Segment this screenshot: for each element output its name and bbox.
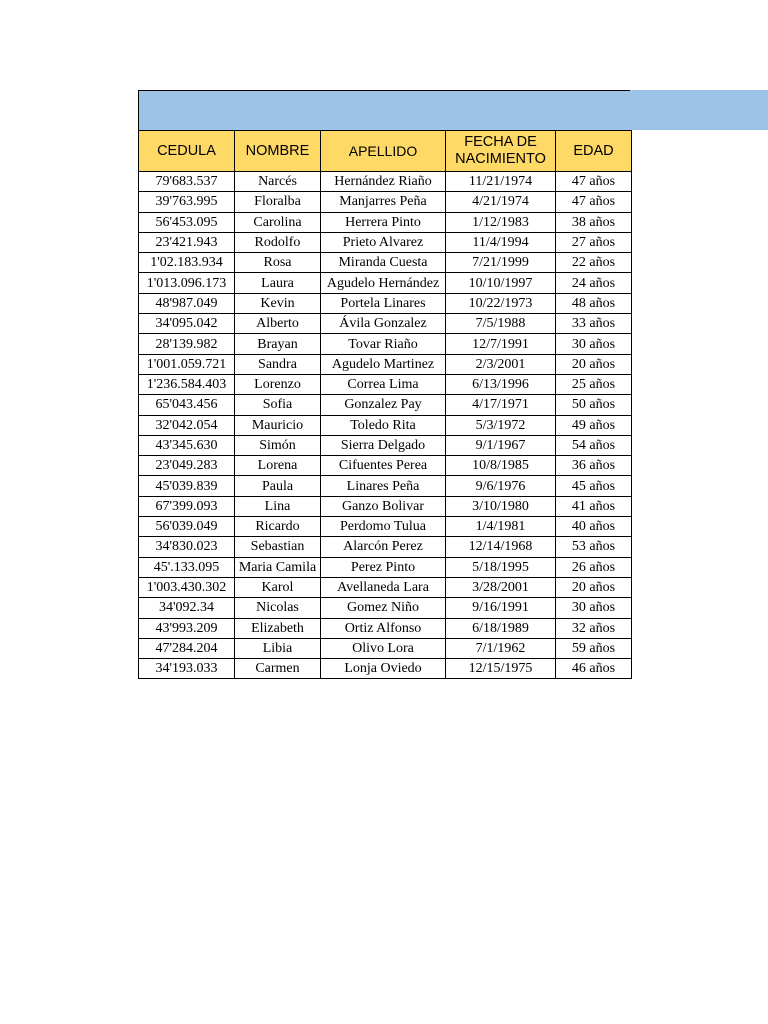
- nombre-cell: Libia: [235, 638, 321, 658]
- cedula-cell: 28'139.982: [139, 334, 235, 354]
- header-apellido: APELLIDO: [321, 131, 446, 172]
- header-fecha: FECHA DE NACIMIENTO: [446, 131, 556, 172]
- table-row: [139, 253, 632, 273]
- header-cedula: CEDULA: [139, 131, 235, 172]
- edad-cell: 30 años: [556, 334, 632, 354]
- nombre-cell: Sebastian: [235, 537, 321, 557]
- table-row: [139, 537, 632, 557]
- fecha-cell: 12/7/1991: [446, 334, 556, 354]
- table-row: [139, 435, 632, 455]
- cedula-cell: 32'042.054: [139, 415, 235, 435]
- nombre-cell: Narcés: [235, 172, 321, 192]
- fecha-cell: 6/13/1996: [446, 374, 556, 394]
- apellido-cell: Toledo Rita: [321, 415, 446, 435]
- fecha-cell: 5/18/1995: [446, 557, 556, 577]
- edad-cell: 41 años: [556, 496, 632, 516]
- table-row: [139, 618, 632, 638]
- cedula-cell: 48'987.049: [139, 293, 235, 313]
- nombre-cell: Sofia: [235, 395, 321, 415]
- edad-cell: 30 años: [556, 598, 632, 618]
- fecha-cell: 7/5/1988: [446, 314, 556, 334]
- table-row: [139, 598, 632, 618]
- apellido-cell: Perez Pinto: [321, 557, 446, 577]
- fecha-cell: 4/17/1971: [446, 395, 556, 415]
- table-row: [139, 232, 632, 252]
- cedula-cell: 45'.133.095: [139, 557, 235, 577]
- fecha-cell: 2/3/2001: [446, 354, 556, 374]
- fecha-cell: 6/18/1989: [446, 618, 556, 638]
- nombre-cell: Karol: [235, 577, 321, 597]
- table-row: [139, 496, 632, 516]
- nombre-cell: Ricardo: [235, 517, 321, 537]
- edad-cell: 24 años: [556, 273, 632, 293]
- edad-cell: 20 años: [556, 577, 632, 597]
- header-row: [139, 131, 632, 172]
- edad-cell: 45 años: [556, 476, 632, 496]
- cedula-cell: 79'683.537: [139, 172, 235, 192]
- edad-cell: 59 años: [556, 638, 632, 658]
- fecha-cell: 9/16/1991: [446, 598, 556, 618]
- table-row: [139, 293, 632, 313]
- fecha-cell: 11/4/1994: [446, 232, 556, 252]
- edad-cell: 36 años: [556, 456, 632, 476]
- apellido-cell: Hernández Riaño: [321, 172, 446, 192]
- apellido-cell: Linares Peña: [321, 476, 446, 496]
- cedula-cell: 67'399.093: [139, 496, 235, 516]
- edad-cell: 22 años: [556, 253, 632, 273]
- cedula-cell: 43'993.209: [139, 618, 235, 638]
- nombre-cell: Rosa: [235, 253, 321, 273]
- nombre-cell: Nicolas: [235, 598, 321, 618]
- cedula-cell: 56'039.049: [139, 517, 235, 537]
- edad-cell: 50 años: [556, 395, 632, 415]
- table-row: [139, 395, 632, 415]
- cedula-cell: 1'001.059.721: [139, 354, 235, 374]
- edad-cell: 53 años: [556, 537, 632, 557]
- edad-cell: 32 años: [556, 618, 632, 638]
- nombre-cell: Carmen: [235, 659, 321, 679]
- edad-cell: 33 años: [556, 314, 632, 334]
- fecha-cell: 3/28/2001: [446, 577, 556, 597]
- edad-cell: 20 años: [556, 354, 632, 374]
- table-row: [139, 577, 632, 597]
- nombre-cell: Lorenzo: [235, 374, 321, 394]
- fecha-cell: 9/6/1976: [446, 476, 556, 496]
- edad-cell: 25 años: [556, 374, 632, 394]
- cedula-cell: 23'421.943: [139, 232, 235, 252]
- table-row: [139, 273, 632, 293]
- nombre-cell: Carolina: [235, 212, 321, 232]
- fecha-cell: 5/3/1972: [446, 415, 556, 435]
- apellido-cell: Ortiz Alfonso: [321, 618, 446, 638]
- fecha-cell: 10/10/1997: [446, 273, 556, 293]
- table-row: [139, 354, 632, 374]
- apellido-cell: Agudelo Martinez: [321, 354, 446, 374]
- edad-cell: 54 años: [556, 435, 632, 455]
- cedula-cell: 47'284.204: [139, 638, 235, 658]
- cedula-cell: 65'043.456: [139, 395, 235, 415]
- apellido-cell: Ganzo Bolivar: [321, 496, 446, 516]
- table-row: [139, 192, 632, 212]
- apellido-cell: Gomez Niño: [321, 598, 446, 618]
- apellido-cell: Lonja Oviedo: [321, 659, 446, 679]
- cedula-cell: 34'830.023: [139, 537, 235, 557]
- fecha-cell: 7/1/1962: [446, 638, 556, 658]
- apellido-cell: Perdomo Tulua: [321, 517, 446, 537]
- cedula-cell: 23'049.283: [139, 456, 235, 476]
- fecha-cell: 1/12/1983: [446, 212, 556, 232]
- cedula-cell: 34'095.042: [139, 314, 235, 334]
- cedula-cell: 1'02.183.934: [139, 253, 235, 273]
- table-row: [139, 557, 632, 577]
- apellido-cell: Tovar Riaño: [321, 334, 446, 354]
- table-row: [139, 659, 632, 679]
- nombre-cell: Rodolfo: [235, 232, 321, 252]
- header-edad: EDAD: [556, 131, 632, 172]
- edad-cell: 47 años: [556, 172, 632, 192]
- apellido-cell: Cifuentes Perea: [321, 456, 446, 476]
- table-row: [139, 638, 632, 658]
- cedula-cell: 39'763.995: [139, 192, 235, 212]
- title-cell: [138, 90, 630, 130]
- table-row: [139, 415, 632, 435]
- table-row: [139, 172, 632, 192]
- edad-cell: 27 años: [556, 232, 632, 252]
- fecha-cell: 1/4/1981: [446, 517, 556, 537]
- fecha-cell: 12/14/1968: [446, 537, 556, 557]
- apellido-cell: Manjarres Peña: [321, 192, 446, 212]
- nombre-cell: Lorena: [235, 456, 321, 476]
- nombre-cell: Maria Camila: [235, 557, 321, 577]
- fecha-cell: 10/8/1985: [446, 456, 556, 476]
- apellido-cell: Ávila Gonzalez: [321, 314, 446, 334]
- fecha-cell: 9/1/1967: [446, 435, 556, 455]
- cedula-cell: 45'039.839: [139, 476, 235, 496]
- table-row: [139, 374, 632, 394]
- nombre-cell: Sandra: [235, 354, 321, 374]
- apellido-cell: Gonzalez Pay: [321, 395, 446, 415]
- data-table: [138, 130, 632, 679]
- nombre-cell: Laura: [235, 273, 321, 293]
- apellido-cell: Miranda Cuesta: [321, 253, 446, 273]
- table-row: [139, 314, 632, 334]
- edad-cell: 49 años: [556, 415, 632, 435]
- table-row: [139, 456, 632, 476]
- cedula-cell: 34'193.033: [139, 659, 235, 679]
- apellido-cell: Avellaneda Lara: [321, 577, 446, 597]
- cedula-cell: 1'013.096.173: [139, 273, 235, 293]
- apellido-cell: Alarcón Perez: [321, 537, 446, 557]
- edad-cell: 46 años: [556, 659, 632, 679]
- nombre-cell: Kevin: [235, 293, 321, 313]
- fecha-cell: 12/15/1975: [446, 659, 556, 679]
- nombre-cell: Mauricio: [235, 415, 321, 435]
- fecha-cell: 10/22/1973: [446, 293, 556, 313]
- apellido-cell: Correa Lima: [321, 374, 446, 394]
- table-row: [139, 517, 632, 537]
- table-row: [139, 212, 632, 232]
- nombre-cell: Brayan: [235, 334, 321, 354]
- apellido-cell: Portela Linares: [321, 293, 446, 313]
- nombre-cell: Floralba: [235, 192, 321, 212]
- header-nombre: NOMBRE: [235, 131, 321, 172]
- table-row: [139, 334, 632, 354]
- nombre-cell: Lina: [235, 496, 321, 516]
- cedula-cell: 43'345.630: [139, 435, 235, 455]
- nombre-cell: Elizabeth: [235, 618, 321, 638]
- fecha-cell: 11/21/1974: [446, 172, 556, 192]
- apellido-cell: Sierra Delgado: [321, 435, 446, 455]
- nombre-cell: Paula: [235, 476, 321, 496]
- apellido-cell: Agudelo Hernández: [321, 273, 446, 293]
- edad-cell: 40 años: [556, 517, 632, 537]
- edad-cell: 26 años: [556, 557, 632, 577]
- fecha-cell: 3/10/1980: [446, 496, 556, 516]
- edad-cell: 48 años: [556, 293, 632, 313]
- nombre-cell: Alberto: [235, 314, 321, 334]
- cedula-cell: 34'092.34: [139, 598, 235, 618]
- nombre-cell: Simón: [235, 435, 321, 455]
- cedula-cell: 56'453.095: [139, 212, 235, 232]
- fecha-cell: 4/21/1974: [446, 192, 556, 212]
- apellido-cell: Herrera Pinto: [321, 212, 446, 232]
- apellido-cell: Olivo Lora: [321, 638, 446, 658]
- fecha-cell: 7/21/1999: [446, 253, 556, 273]
- apellido-cell: Prieto Alvarez: [321, 232, 446, 252]
- cedula-cell: 1'236.584.403: [139, 374, 235, 394]
- table-row: [139, 476, 632, 496]
- cedula-cell: 1'003.430.302: [139, 577, 235, 597]
- edad-cell: 47 años: [556, 192, 632, 212]
- edad-cell: 38 años: [556, 212, 632, 232]
